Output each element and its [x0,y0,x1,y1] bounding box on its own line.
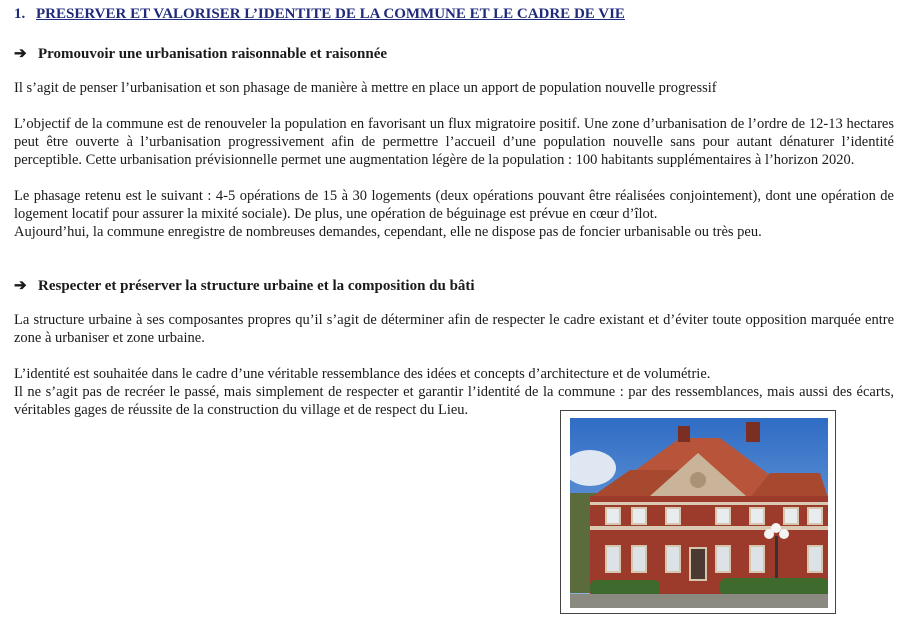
section-number: 1. [14,6,26,22]
stone-band [590,502,828,505]
ground [570,594,828,608]
lamp-globe [779,529,789,539]
chimney [746,422,760,442]
paragraph-objectif: L’objectif de la commune est de renouveler la population en favorisant un flux migratoire positif. Une zone d’urbanisation de l’ordre de 12-13 hectares peut être ouverte à l’urbanisation progressivement afin de permettre l’accueil d’une population nouvelle sans pour autant dénaturer l’identité perceptible. Cette urbanisation prévisionnelle permet une augmentation légère de la population : 100 habitants supplémentaires à l’horizon 2020. [14,116,894,168]
subheading-structure-title: Respecter et préserver la structure urbaine et la composition du bâti [38,278,475,294]
paragraph-aujourdhui: Aujourd’hui, la commune enregistre de nombreuses demandes, cependant, elle ne dispose pas de foncier urbanisable ou très peu. [14,224,762,240]
hedge [720,578,828,596]
paragraph-phasage: Le phasage retenu est le suivant : 4-5 opérations de 15 à 30 logements (deux opérations pouvant être réalisées conjointement), dont une opération de logement locatif pour assurer la mixité sociale). De plus, une opération de béguinage est prévue en cœur d’îlot. [14,188,894,222]
subheading-urbanisation-title: Promouvoir une urbanisation raisonnable et raisonnée [38,46,388,62]
stone-band [590,526,828,530]
chimney [678,426,690,442]
subheading-urbanisation [14,44,387,63]
paragraph-urbanisation-intro: Il s’agit de penser l’urbanisation et son phasage de manière à mettre en place un apport de population nouvelle progressif [14,80,717,96]
clock-medallion [690,472,706,488]
building-photo-frame [560,410,836,614]
town-hall-photo [570,418,828,608]
arrow-right-icon: ➔ [14,46,27,62]
paragraph-passe: Il ne s’agit pas de recréer le passé, mais simplement de respecter et garantir l’identité de la commune : par des ressemblances, mais aussi des écarts, véritables gages de réussite de la construction du village et de respect du Lieu. [14,384,894,418]
section-heading [14,6,625,23]
arrow-right-icon: ➔ [14,278,27,294]
section-title: PRESERVER ET VALORISER L’IDENTITE DE LA COMMUNE ET LE CADRE DE VIE [36,6,625,22]
paragraph-identite: L’identité est souhaitée dans le cadre d’une véritable ressemblance des idées et concepts d’architecture et de volumétrie. [14,366,711,382]
subheading-structure [14,276,475,295]
hedge [590,580,660,596]
lamp-globe [771,523,781,533]
paragraph-structure: La structure urbaine à ses composantes propres qu’il s’agit de déterminer afin de respecter le cadre existant et d’éviter toute opposition marquée entre zone à urbaniser et zone urbaine. [14,312,894,346]
